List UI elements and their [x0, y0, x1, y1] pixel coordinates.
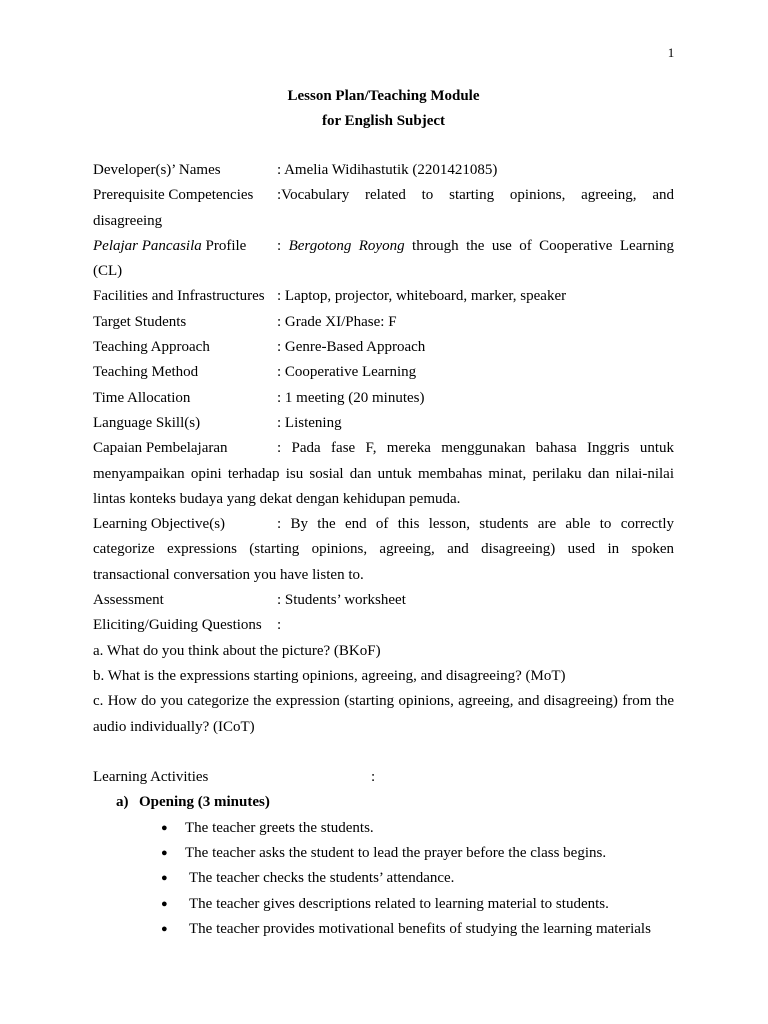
list-item-text: The teacher gives descriptions related to learning material to students.: [189, 895, 609, 912]
title-line-2: for English Subject: [321, 113, 446, 129]
section-marker: a): [116, 794, 129, 811]
field-capaian: [93, 436, 674, 461]
field-teaching-approach: [93, 335, 674, 360]
section-title: Opening (3 minutes): [139, 794, 270, 811]
list-item: [93, 917, 674, 942]
document-body: [93, 158, 674, 942]
blank-line: [93, 740, 674, 765]
title-line-1: Lesson Plan/Teaching Module: [287, 88, 480, 104]
list-item: [93, 816, 674, 841]
field-value-italic: Bergotong Royong: [288, 237, 405, 254]
question-item: c. How do you categorize the expression (starting opinions, agreeing, and disagreeing) from the audio individually? (ICoT): [93, 693, 674, 735]
field-value-continuation: menyampaikan opini terhadap isu sosial dan untuk membahas minat, perilaku dan nilai-nilai lintas konteks budaya yang dekat dengan kehidupan pemuda.: [93, 465, 674, 507]
field-language-skill: [93, 411, 674, 436]
field-value: : 1 meeting (20 minutes): [277, 389, 425, 406]
field-value: : Cooperative Learning: [277, 364, 417, 381]
field-value-continuation: (CL): [93, 263, 123, 280]
list-item-text: The teacher provides motivational benefits of studying the learning materials: [189, 920, 651, 937]
document-title: [93, 84, 674, 134]
field-eliciting-questions: [93, 613, 674, 638]
field-value: : Grade XI/Phase: F: [277, 313, 397, 330]
field-teaching-method: [93, 360, 674, 385]
list-item: [93, 841, 674, 866]
field-label: Capaian Pembelajaran: [93, 440, 228, 457]
field-value: [277, 234, 674, 259]
bullet-icon: ●: [161, 872, 168, 885]
field-value-prefix: :: [277, 237, 289, 254]
field-target-students: [93, 310, 674, 335]
field-label: Prerequisite Competencies: [93, 187, 254, 204]
field-label-rest: Profile: [201, 237, 247, 254]
field-value: : Students’ worksheet: [277, 592, 406, 609]
field-value-continuation: disagreeing: [93, 212, 163, 229]
field-value: : Laptop, projector, whiteboard, marker, speaker: [277, 288, 567, 305]
field-value-rest: through the use of Cooperative Learning: [404, 237, 675, 254]
field-label: Target Students: [93, 313, 187, 330]
page-number: 1: [667, 45, 675, 60]
field-time-allocation: [93, 386, 674, 411]
field-value: :: [277, 617, 282, 634]
field-profile: [93, 234, 674, 259]
field-label: [93, 234, 277, 259]
activities-colon: :: [371, 769, 376, 786]
field-label: Teaching Method: [93, 364, 199, 381]
field-label-italic: Pelajar Pancasila: [93, 237, 202, 254]
field-label: Facilities and Infrastructures: [93, 288, 265, 305]
field-label: Time Allocation: [93, 389, 191, 406]
field-label: Teaching Approach: [93, 339, 210, 356]
opening-activity-list: [93, 816, 674, 942]
list-item-text: The teacher greets the students.: [185, 819, 374, 836]
field-prerequisite: [93, 183, 674, 208]
field-label: Assessment: [93, 592, 164, 609]
field-value: :Vocabulary related to starting opinions, agreeing, and: [277, 187, 674, 204]
bullet-icon: ●: [161, 922, 168, 935]
opening-section-heading: [93, 790, 674, 815]
list-item: [93, 892, 674, 917]
field-developer: [93, 158, 674, 183]
list-item: [93, 866, 674, 891]
field-value: : Amelia Widihastutik (2201421085): [277, 162, 498, 178]
field-learning-objective: [93, 512, 674, 537]
field-value: : By the end of this lesson, students are able to correctly: [277, 516, 674, 533]
learning-activities-heading: [93, 765, 674, 790]
field-value: : Pada fase F, mereka menggunakan bahasa Inggris untuk: [277, 440, 674, 457]
bullet-icon: ●: [161, 897, 168, 910]
field-label: Developer(s)’ Names: [93, 162, 221, 178]
field-value: : Listening: [277, 414, 342, 431]
field-assessment: [93, 588, 674, 613]
field-label: Learning Objective(s): [93, 516, 226, 533]
activities-label: Learning Activities: [93, 769, 209, 786]
bullet-icon: ●: [161, 821, 168, 834]
bullet-icon: ●: [161, 847, 168, 860]
question-item: b. What is the expressions starting opinions, agreeing, and disagreeing? (MoT): [93, 667, 566, 684]
list-item-text: The teacher checks the students’ attendance.: [189, 870, 455, 887]
field-label: Eliciting/Guiding Questions: [93, 617, 262, 634]
field-value: : Genre-Based Approach: [277, 339, 426, 356]
field-value-continuation: categorize expressions (starting opinions, agreeing, and disagreeing) used in spoken transactional conversation you have listen to.: [93, 541, 674, 583]
list-item-text: The teacher asks the student to lead the prayer before the class begins.: [185, 845, 607, 862]
question-item: a. What do you think about the picture? (BKoF): [93, 642, 381, 659]
field-label: Language Skill(s): [93, 414, 201, 431]
field-facilities: [93, 284, 674, 309]
